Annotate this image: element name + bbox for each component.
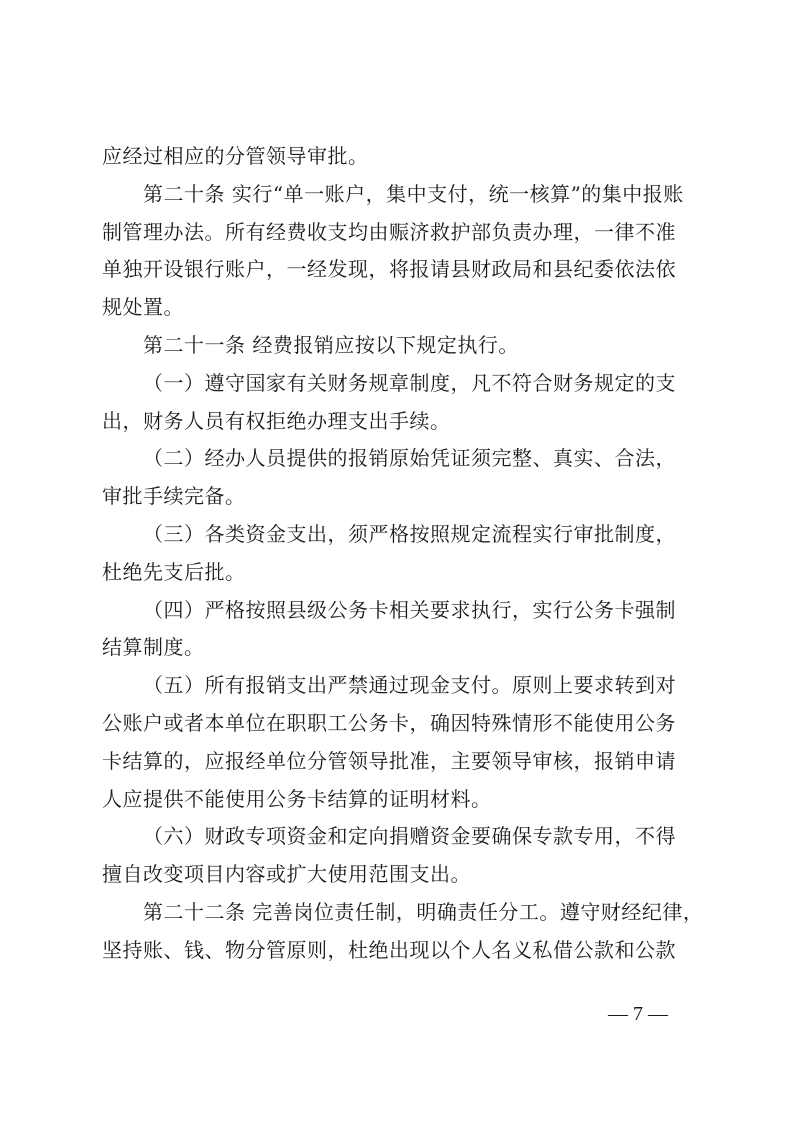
page-number: — 7 —	[608, 1003, 668, 1025]
text-line: 擅自改变项目内容或扩大使用范围支出。	[102, 862, 471, 887]
text-line: 结算制度。	[102, 635, 205, 660]
article-20-line: 第二十条 实行“单一账户，集中支付，统一核算”的集中报账	[143, 181, 684, 206]
text-line: 单独开设银行账户，一经发现，将报请县财政局和县纪委依法依	[102, 257, 676, 282]
item-4-line: （四）严格按照县级公务卡相关要求执行，实行公务卡强制	[143, 597, 676, 622]
text-line: 规处置。	[102, 295, 184, 320]
text-line: 审批手续完备。	[102, 484, 246, 509]
text-line: 出，财务人员有权拒绝办理支出手续。	[102, 408, 451, 433]
item-6-line: （六）财政专项资金和定向捐赠资金要确保专款专用，不得	[143, 824, 676, 849]
item-2-line: （二）经办人员提供的报销原始凭证须完整、真实、合法，	[143, 446, 676, 471]
text-line: 应经过相应的分管领导审批。	[102, 144, 369, 168]
text-line: 公账户或者本单位在职职工公务卡，确因特殊情形不能使用公务	[102, 710, 676, 735]
document-body	[102, 138, 704, 970]
item-1-line: （一）遵守国家有关财务规章制度，凡不符合财务规定的支	[143, 370, 676, 395]
text-line: 制管理办法。所有经费收支均由赈济救护部负责办理，一律不准	[102, 219, 676, 244]
text-line: 卡结算的，应报经单位分管领导批准，主要领导审核，报销申请	[102, 748, 676, 773]
item-5-line: （五）所有报销支出严禁通过现金支付。原则上要求转到对	[143, 673, 676, 698]
text-line: 杜绝先支后批。	[102, 559, 246, 584]
text-line: 坚持账、钱、物分管原则，杜绝出现以个人名义私借公款和公款	[102, 937, 676, 962]
article-22-line: 第二十二条 完善岗位责任制，明确责任分工。遵守财经纪律，	[143, 899, 704, 924]
text-line: 人应提供不能使用公务卡结算的证明材料。	[102, 786, 492, 811]
item-3-line: （三）各类资金支出，须严格按照规定流程实行审批制度，	[143, 521, 676, 546]
article-21-line: 第二十一条 经费报销应按以下规定执行。	[143, 332, 519, 357]
